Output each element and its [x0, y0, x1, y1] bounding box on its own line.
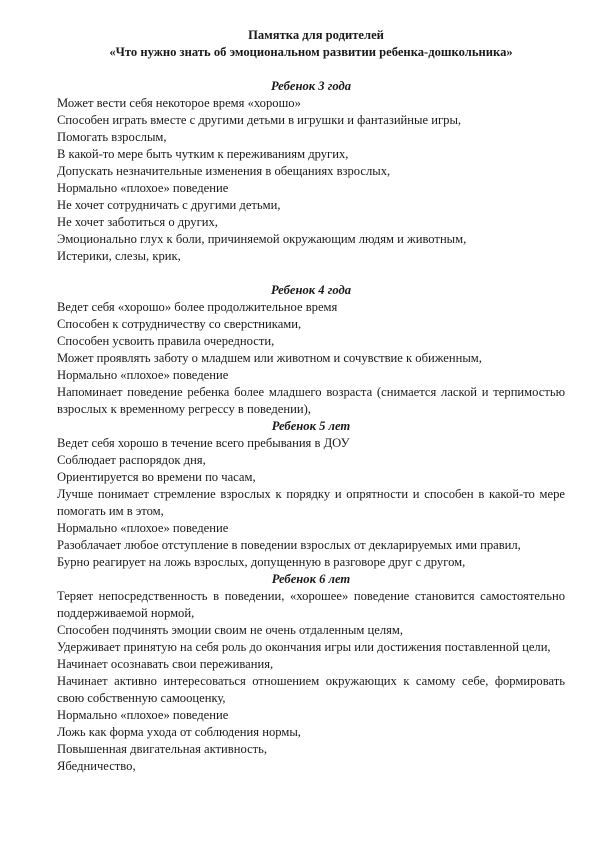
- section-age-4: [57, 282, 565, 418]
- text-line: Ведет себя хорошо в течение всего пребывания в ДОУ: [57, 436, 350, 450]
- text-line: Ложь как форма ухода от соблюдения нормы,: [57, 725, 301, 739]
- text-line: Не хочет заботиться о других,: [57, 215, 218, 229]
- text-line: Нормально «плохое» поведение: [57, 368, 229, 382]
- text-line: Повышенная двигательная активность,: [57, 742, 268, 756]
- section-heading: Ребенок 4 года: [270, 283, 352, 297]
- title-line-2: «Что нужно знать об эмоциональном развитии ребенка-дошкольника»: [109, 45, 513, 59]
- text-line: Нормально «плохое» поведение: [57, 708, 229, 722]
- text-line: Начинает осознавать свои переживания,: [57, 657, 274, 671]
- text-line: Может проявлять заботу о младшем или животном и сочувствие к обиженным,: [57, 351, 482, 365]
- title-line-1: Памятка для родителей: [248, 28, 384, 42]
- text-line: Способен к сотрудничеству со сверстниками,: [57, 317, 302, 331]
- text-line: Соблюдает распорядок дня,: [57, 453, 206, 467]
- section-heading: Ребенок 5 лет: [271, 419, 351, 433]
- text-paragraph: Лучше понимает стремление взрослых к порядку и опрятности и способен в какой-то мере помогать им в этом,: [57, 487, 565, 518]
- text-paragraph: Удерживает принятую на себя роль до окончания игры или достижения поставленной цели,: [57, 640, 551, 654]
- text-line: Истерики, слезы, крик,: [57, 249, 181, 263]
- section-age-5: [57, 418, 565, 571]
- text-paragraph: Начинает активно интересоваться отношением окружающих к самому себе, формировать свою собственную самооценку,: [57, 674, 565, 705]
- text-line: В какой-то мере быть чутким к переживаниям других,: [57, 147, 349, 161]
- text-line: Ябедничество,: [57, 759, 136, 773]
- text-line: Нормально «плохое» поведение: [57, 521, 229, 535]
- text-line: Способен усвоить правила очередности,: [57, 334, 275, 348]
- section-age-3: [57, 78, 565, 265]
- text-line: Не хочет сотрудничать с другими детьми,: [57, 198, 281, 212]
- text-line: Может вести себя некоторое время «хорошо»: [57, 96, 301, 110]
- text-paragraph: Напоминает поведение ребенка более младшего возраста (снимается лаской и терпимостью взрослых к временному регрессу в поведении),: [57, 385, 565, 416]
- text-line: Бурно реагирует на ложь взрослых, допущенную в разговоре друг с другом,: [57, 555, 466, 569]
- section-heading: Ребенок 3 года: [270, 79, 352, 93]
- text-line: Способен играть вместе с другими детьми в игрушки и фантазийные игры,: [57, 113, 462, 127]
- text-line: Нормально «плохое» поведение: [57, 181, 229, 195]
- text-line: Допускать незначительные изменения в обещаниях взрослых,: [57, 164, 391, 178]
- section-heading: Ребенок 6 лет: [271, 572, 351, 586]
- text-line: Эмоционально глух к боли, причиняемой окружающим людям и животным,: [57, 232, 467, 246]
- text-line: Помогать взрослым,: [57, 130, 167, 144]
- document-title: [57, 27, 565, 61]
- text-line: Ориентируется во времени по часам,: [57, 470, 256, 484]
- text-paragraph: Разоблачает любое отступление в поведении взрослых от декларируемых ими правил,: [57, 538, 521, 552]
- text-line: Ведет себя «хорошо» более продолжительное время: [57, 300, 338, 314]
- text-paragraph: Теряет непосредственность в поведении, «хорошее» поведение становится самостоятельно поддерживаемой нормой,: [57, 589, 565, 620]
- section-age-6: [57, 571, 565, 775]
- text-line: Способен подчинять эмоции своим не очень отдаленным целям,: [57, 623, 404, 637]
